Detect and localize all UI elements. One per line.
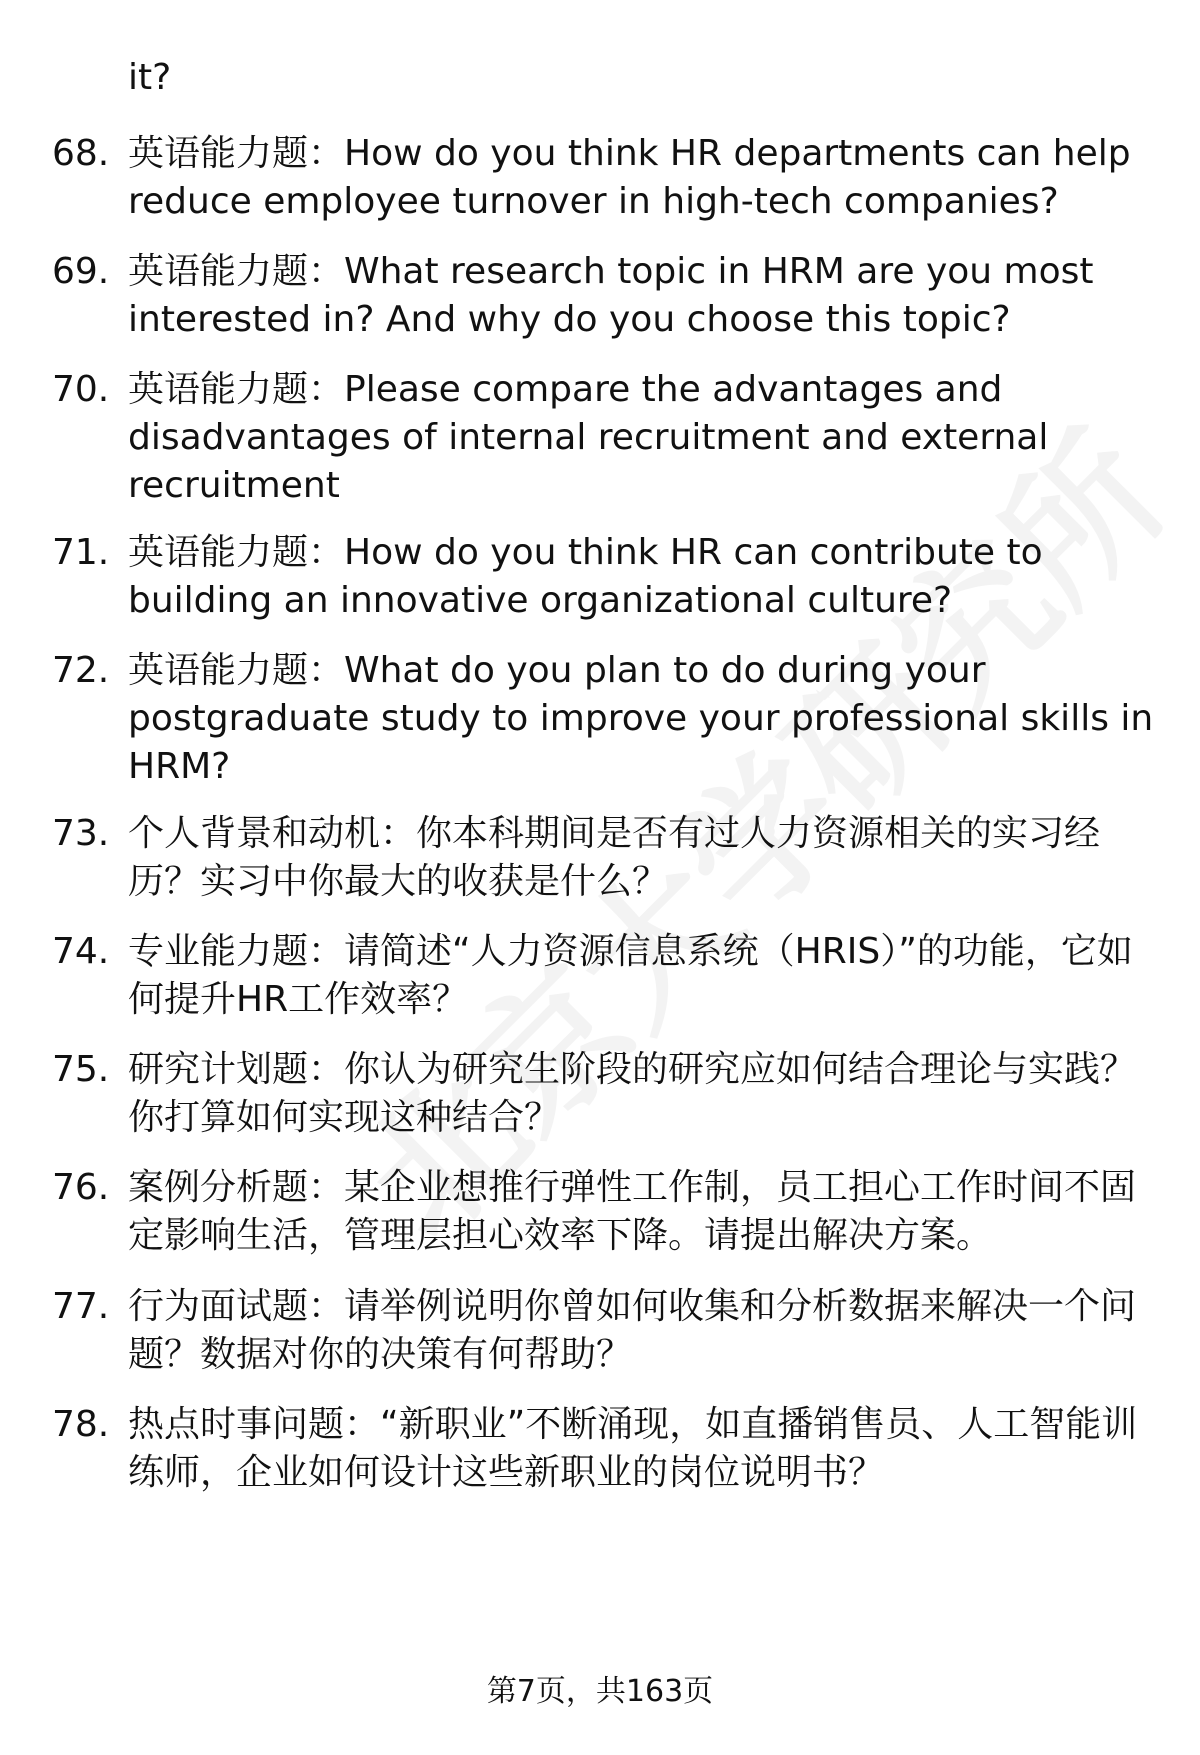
question-number: 74. <box>52 931 110 972</box>
question-text: 英语能力题：What do you plan to do during your postgraduate study to improve your professional skills in HRM? <box>128 650 1154 787</box>
question-text: 研究计划题：你认为研究生阶段的研究应如何结合理论与实践？你打算如何实现这种结合？ <box>128 1049 1137 1138</box>
question-text: 行为面试题：请举例说明你曾如何收集和分析数据来解决一个问题？数据对你的决策有何帮助？ <box>128 1286 1137 1375</box>
question-number: 72. <box>52 650 110 691</box>
question-text: 英语能力题：How do you think HR departments can help reduce employee turnover in high-tech companies? <box>128 133 1131 222</box>
question-text: 专业能力题：请简述“人力资源信息系统（HRIS）”的功能，它如何提升HR工作效率？ <box>128 931 1133 1020</box>
question-text: 个人背景和动机：你本科期间是否有过人力资源相关的实习经历？实习中你最大的收获是什么？ <box>128 813 1101 902</box>
question-number: 75. <box>52 1049 110 1090</box>
question-text: 英语能力题：What research topic in HRM are you most interested in? And why do you choose this topic? <box>128 251 1094 340</box>
question-number: 70. <box>52 369 110 410</box>
question-text: 英语能力题：How do you think HR can contribute to building an innovative organizational culture? <box>128 532 1043 621</box>
question-text: 英语能力题：Please compare the advantages and disadvantages of internal recruitment and external recruitment <box>128 369 1049 506</box>
question-number: 71. <box>52 532 110 573</box>
continued-question-text: it? <box>128 57 172 98</box>
page-footer: 第7页，共163页 <box>486 1674 714 1709</box>
question-text: 热点时事问题：“新职业”不断涌现，如直播销售员、人工智能训练师，企业如何设计这些新职业的岗位说明书？ <box>128 1404 1138 1493</box>
question-number: 73. <box>52 813 110 854</box>
question-number: 77. <box>52 1286 110 1327</box>
question-number: 76. <box>52 1167 110 1208</box>
question-number: 78. <box>52 1404 110 1445</box>
question-text: 案例分析题：某企业想推行弹性工作制，员工担心工作时间不固定影响生活，管理层担心效率下降。请提出解决方案。 <box>128 1167 1137 1256</box>
question-number: 69. <box>52 251 110 292</box>
question-number: 68. <box>52 133 110 174</box>
